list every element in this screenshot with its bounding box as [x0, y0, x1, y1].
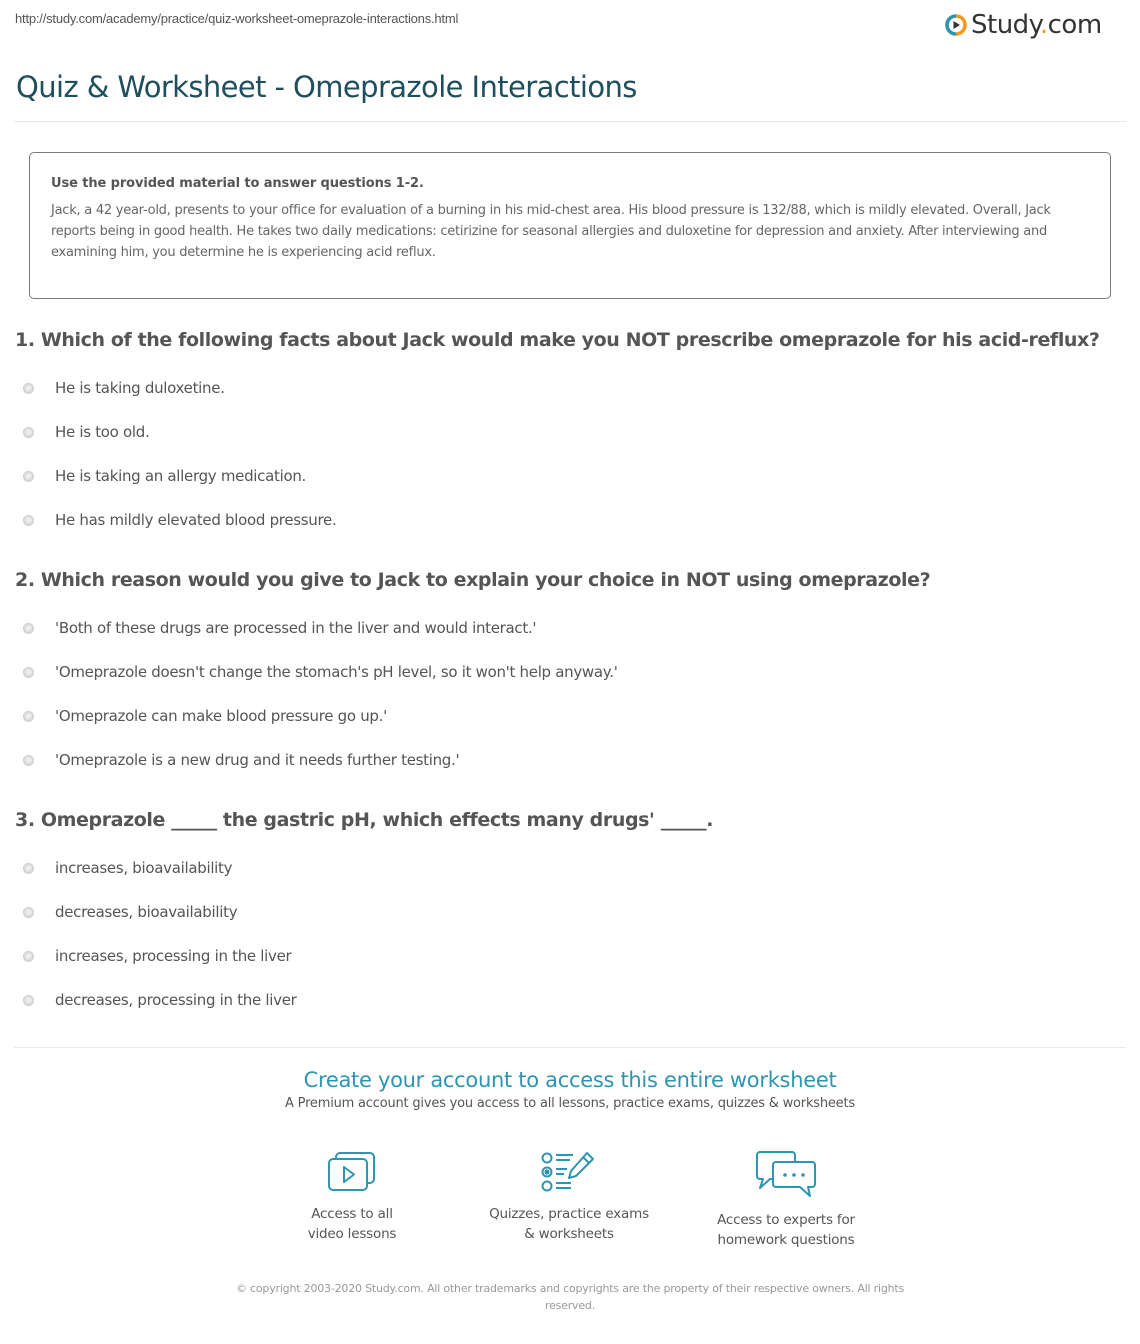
answer-text: decreases, processing in the liver	[55, 991, 297, 1009]
radio-button[interactable]	[23, 667, 34, 678]
question-title: 2. Which reason would you give to Jack to explain your choice in NOT using omeprazole?	[15, 569, 931, 591]
answer-text: 'Omeprazole can make blood pressure go up.'	[55, 707, 387, 725]
answer-option[interactable]	[15, 738, 930, 782]
answer-option[interactable]	[15, 694, 930, 738]
feature-label: Quizzes, practice exams & worksheets	[489, 1206, 649, 1242]
cta-subtitle: A Premium account gives you access to all lessons, practice exams, quizzes & worksheets	[285, 1096, 855, 1111]
radio-button[interactable]	[23, 755, 34, 766]
answer-text: increases, bioavailability	[55, 859, 233, 877]
radio-button[interactable]	[23, 515, 34, 526]
question-2	[15, 569, 930, 782]
feature-video-lessons	[252, 1150, 452, 1244]
answer-text: decreases, bioavailability	[55, 903, 238, 921]
provided-material-box	[29, 152, 1111, 299]
answer-option[interactable]	[15, 978, 713, 1022]
study-logo[interactable]	[945, 10, 1102, 40]
question-title: 3. Omeprazole _____ the gastric pH, which effects many drugs' _____.	[15, 809, 714, 831]
answer-text: 'Both of these drugs are processed in the liver and would interact.'	[55, 619, 537, 637]
quiz-checklist-icon	[469, 1150, 669, 1194]
chat-bubbles-icon	[686, 1150, 886, 1200]
material-heading: Use the provided material to answer questions 1-2.	[51, 176, 424, 191]
answer-text: He is too old.	[55, 423, 150, 441]
feature-experts	[686, 1150, 886, 1250]
copyright-notice: © copyright 2003-2020 Study.com. All other trademarks and copyrights are the property of their respective owners. All rights reserved.	[235, 1282, 905, 1312]
radio-button[interactable]	[23, 951, 34, 962]
title-divider	[14, 121, 1126, 122]
radio-button[interactable]	[23, 711, 34, 722]
answer-text: He has mildly elevated blood pressure.	[55, 511, 337, 529]
answer-option[interactable]	[15, 890, 713, 934]
answer-text: 'Omeprazole doesn't change the stomach's pH level, so it won't help anyway.'	[55, 663, 618, 681]
answer-option[interactable]	[15, 650, 930, 694]
radio-button[interactable]	[23, 471, 34, 482]
radio-button[interactable]	[23, 427, 34, 438]
answer-list	[15, 606, 930, 782]
radio-button[interactable]	[23, 995, 34, 1006]
radio-button[interactable]	[23, 383, 34, 394]
answer-text: He is taking duloxetine.	[55, 379, 225, 397]
page-title: Quiz & Worksheet - Omeprazole Interactions	[16, 70, 637, 104]
play-ring-icon	[945, 14, 967, 36]
answer-option[interactable]	[15, 934, 713, 978]
material-text: Jack, a 42 year-old, presents to your office for evaluation of a burning in his mid-chest area. His blood pressure is 132/88, which is mildly elevated. Overall, Jack reports being in good health. He takes two daily medications: cetirizine for seasonal allergies and duloxetine for depression and anxiety. After interviewing and examining him, you determine he is experiencing acid reflux.	[51, 203, 1051, 260]
answer-option[interactable]	[15, 454, 1100, 498]
answer-option[interactable]	[15, 410, 1100, 454]
answer-text: increases, processing in the liver	[55, 947, 292, 965]
radio-button[interactable]	[23, 623, 34, 634]
answer-list	[15, 846, 713, 1022]
radio-button[interactable]	[23, 907, 34, 918]
section-divider	[14, 1047, 1126, 1048]
answer-text: He is taking an allergy medication.	[55, 467, 307, 485]
answer-text: 'Omeprazole is a new drug and it needs further testing.'	[55, 751, 460, 769]
cta-title-link[interactable]: Create your account to access this entire worksheet	[303, 1068, 837, 1092]
answer-option[interactable]	[15, 498, 1100, 542]
answer-option[interactable]	[15, 846, 713, 890]
question-title: 1. Which of the following facts about Jack would make you NOT prescribe omeprazole for his acid-reflux?	[15, 329, 1100, 351]
radio-button[interactable]	[23, 863, 34, 874]
page-url: http://study.com/academy/practice/quiz-worksheet-omeprazole-interactions.html	[15, 11, 459, 26]
answer-list	[15, 366, 1100, 542]
question-1	[15, 329, 1100, 542]
logo-text: Study.com	[971, 10, 1102, 40]
video-lessons-icon	[252, 1150, 452, 1194]
answer-option[interactable]	[15, 606, 930, 650]
answer-option[interactable]	[15, 366, 1100, 410]
feature-label: Access to experts for homework questions	[717, 1212, 855, 1248]
signup-cta	[0, 1068, 1140, 1111]
feature-quizzes	[469, 1150, 669, 1244]
feature-label: Access to all video lessons	[307, 1206, 397, 1242]
question-3	[15, 809, 713, 1022]
premium-features	[0, 1150, 1140, 1260]
